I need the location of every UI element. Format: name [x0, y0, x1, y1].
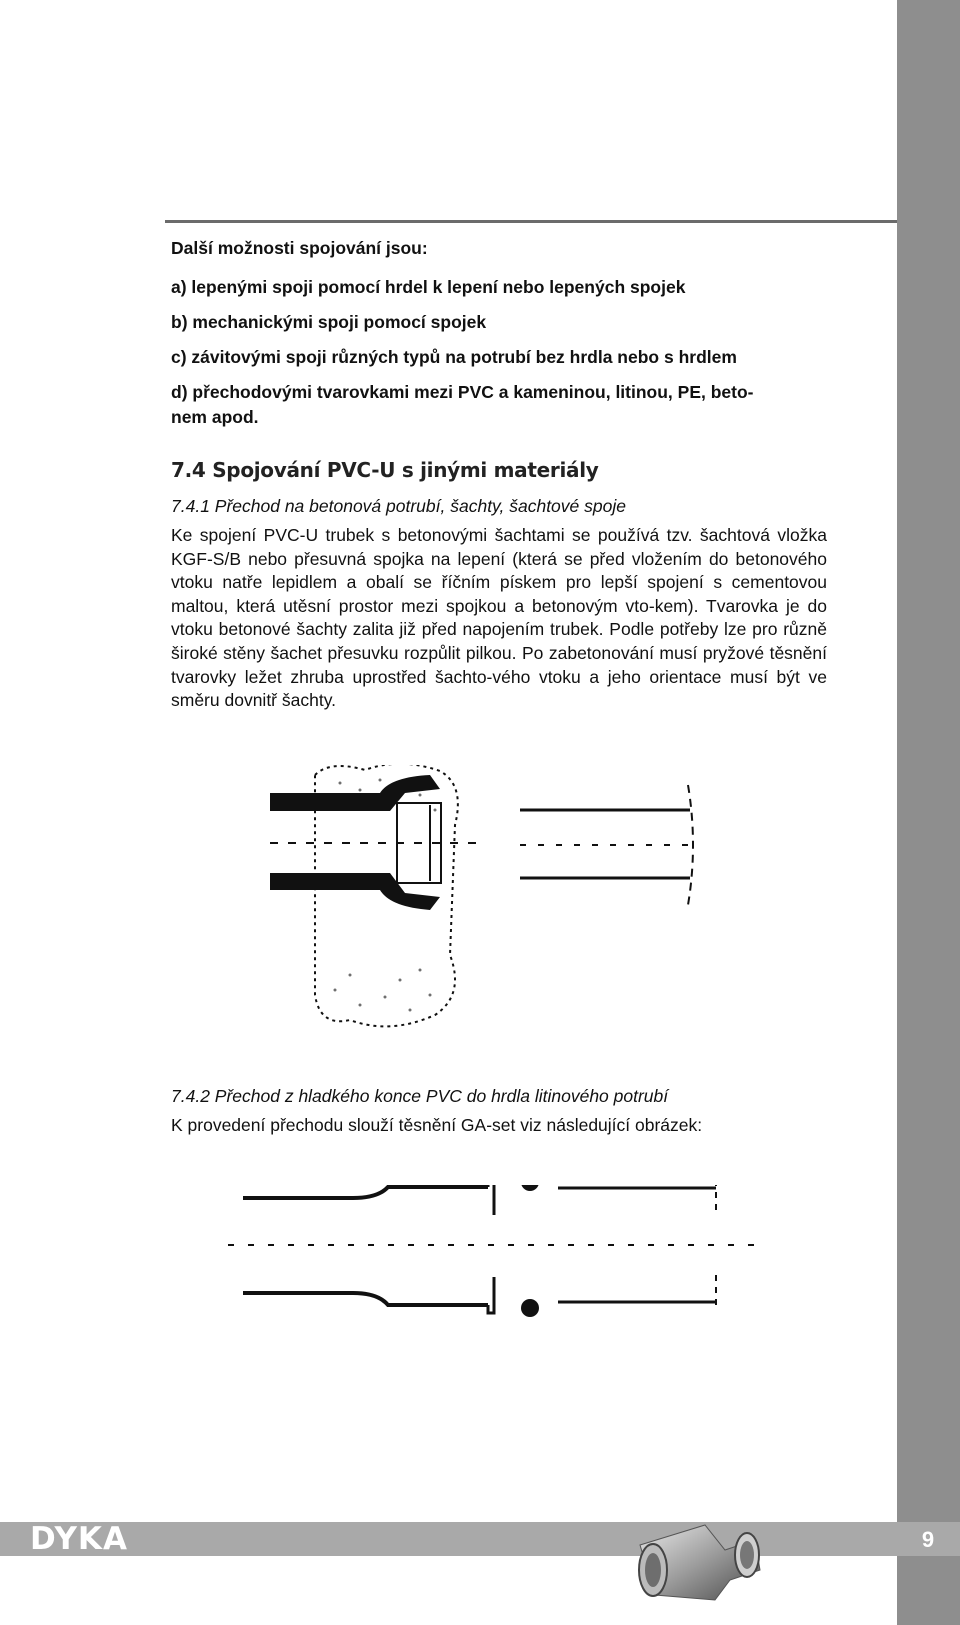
section-heading: 7.4 Spojování PVC-U s jinými materiály	[171, 458, 599, 482]
ga-set-transition-diagram	[228, 1185, 768, 1335]
footer-band	[0, 1522, 960, 1556]
right-sidebar-strip	[897, 0, 960, 1625]
shaft-joint-diagram	[270, 765, 730, 1035]
paragraph-741: Ke spojení PVC-U trubek s betonovými šachtami se používá tzv. šachtová vložka KGF-S/B nebo přesuvná spojka na lepení (která se před vložením do betonového vtoku natře lepidlem a obalí se říčním pískem pro lepší spojení s cementovou maltou, která utěsní prostor mezi spojkou a betonovým vto-kem). Tvarovka je do vtoku betonové šachty zalita již před napojením trubek. Podle potřeby lze pro různě široké stěny šachet přesuvku rozpůlit pilkou. Po zabetonování musí pryžové těsnění tvarovky ležet zhruba uprostřed šachto-vého vtoku a jeho orientace musí být ve směru dovnitř šachty.	[171, 525, 827, 711]
list-item-d-continued: nem apod.	[171, 407, 259, 427]
pipe-fitting-photo	[635, 1500, 765, 1605]
list-item-a: a) lepenými spoji pomocí hrdel k lepení nebo lepených spojek	[171, 277, 686, 297]
subsection-title-741: 7.4.1 Přechod na betonová potrubí, šachty, šachtové spoje	[171, 496, 626, 516]
list-item-c: c) závitovými spoji různých typů na potrubí bez hrdla nebo s hrdlem	[171, 347, 737, 367]
page-number: 9	[921, 1527, 935, 1552]
main-text	[171, 237, 827, 713]
paragraph-742: K provedení přechodu slouží těsnění GA-set viz následující obrázek:	[171, 1115, 703, 1135]
intro-heading: Další možnosti spojování jsou:	[171, 238, 428, 258]
list-item-b: b) mechanickými spoji pomocí spojek	[171, 312, 487, 332]
section-742	[171, 1084, 827, 1138]
list-item-d: d) přechodovými tvarovkami mezi PVC a kameninou, litinou, PE, beto-	[171, 382, 754, 402]
subsection-title-742: 7.4.2 Přechod z hladkého konce PVC do hrdla litinového potrubí	[171, 1086, 669, 1106]
top-divider	[165, 220, 897, 223]
dyka-logo: DYKA	[30, 1521, 128, 1557]
